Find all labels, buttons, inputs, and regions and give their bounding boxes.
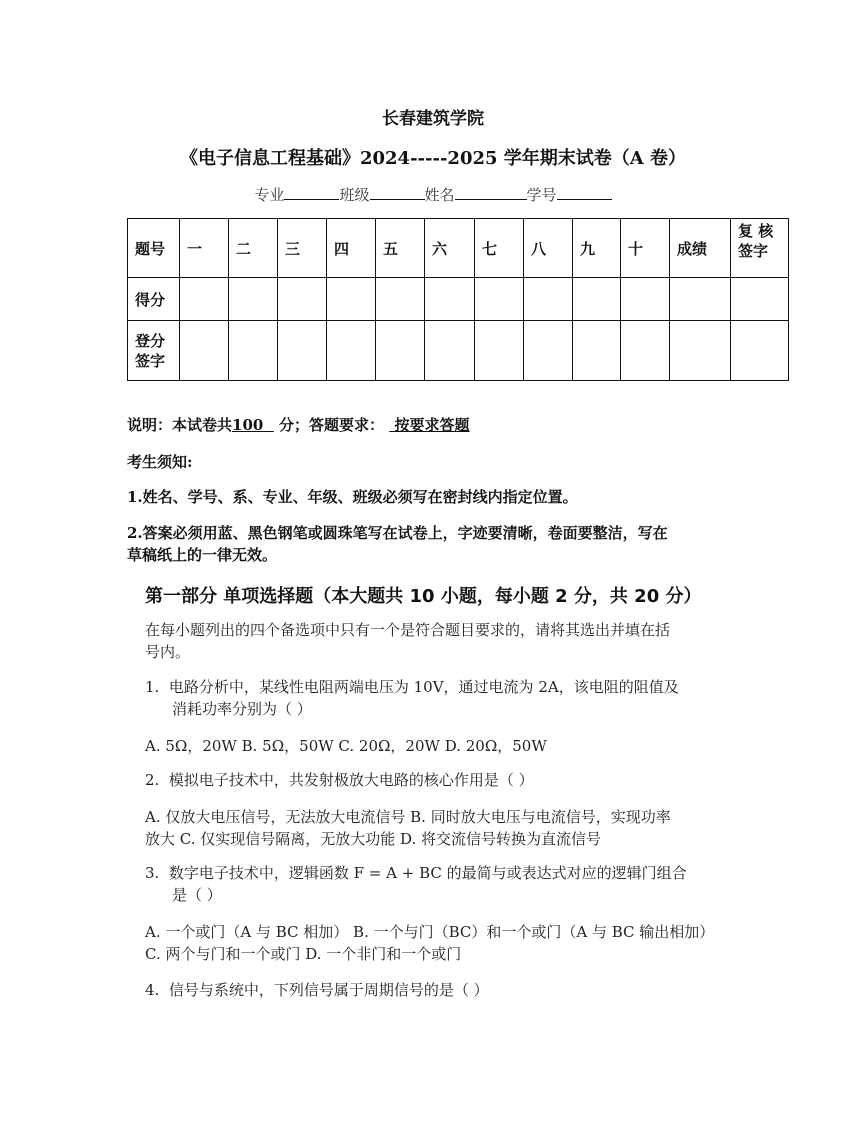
header-cell: 七 [475,219,524,278]
note-mid: 分；答题要求： [279,416,385,434]
answer-requirement: 按要求答题 [394,416,470,434]
question-1 [145,676,679,698]
field-id-blank[interactable] [557,183,612,200]
header-cell: 四 [327,219,376,278]
score-cell[interactable] [573,278,621,321]
signature-cell[interactable] [475,321,524,381]
signature-cell[interactable] [180,321,229,381]
notice-item-2b: 草稿纸上的一律无效。 [127,546,278,564]
header-cell: 成绩 [670,219,731,278]
field-class-label: 班级 [339,186,370,204]
section-desc: 在每小题列出的四个备选项中只有一个是符合题目要求的，请将其选出并填在括 [145,621,671,639]
question-options-cont: C. 两个与门和一个或门 D. 一个非门和一个或门 [145,945,462,963]
score-cell[interactable] [475,278,524,321]
field-name-label: 姓名 [424,186,455,204]
question-number: 2. [145,771,160,789]
question-3 [145,862,687,884]
score-cell[interactable] [731,278,789,321]
header-cell: 六 [425,219,475,278]
header-cell: 十 [621,219,670,278]
question-options: A. 仅放大电压信号，无法放大电流信号 B. 同时放大电压与电流信号，实现功率 [145,808,671,826]
score-cell[interactable] [229,278,278,321]
signature-cell[interactable] [621,321,670,381]
school-name: 长春建筑学院 [382,109,484,129]
signature-cell[interactable] [229,321,278,381]
header-cell: 复 核 签字 [731,219,789,278]
signature-cell[interactable] [376,321,425,381]
question-options: A. 5Ω，20W B. 5Ω，50W C. 20Ω，20W D. 20Ω，50W [145,737,547,755]
score-table-header-row [128,219,789,278]
signature-cell[interactable] [731,321,789,381]
question-text-cont: 是（ ） [172,886,222,904]
header-cell: 二 [229,219,278,278]
field-major-label: 专业 [254,186,285,204]
header-cell: 八 [524,219,573,278]
field-name-blank[interactable] [455,183,527,200]
score-cell[interactable] [670,278,731,321]
section-title: 第一部分 单项选择题（本大题共 10 小题，每小题 2 分，共 20 分） [145,586,702,607]
question-options: A. 一个或门（A 与 BC 相加） B. 一个与门（BC）和一个或门（A 与 BC 输出相加） [145,923,715,941]
section-desc-cont: 号内。 [145,643,191,661]
score-cell[interactable] [524,278,573,321]
student-info-line [0,183,866,205]
note-prefix: 说明：本试卷共 [127,416,233,434]
signature-cell[interactable] [327,321,376,381]
field-id-label: 学号 [526,186,557,204]
score-row [128,278,789,321]
question-text: 信号与系统中，下列信号属于周期信号的是（ ） [168,981,489,999]
question-options-cont: 放大 C. 仅实现信号隔离，无放大功能 D. 将交流信号转换为直流信号 [145,830,602,848]
header-cell: 一 [180,219,229,278]
signature-cell[interactable] [425,321,475,381]
question-text: 模拟电子技术中，共发射极放大电路的核心作用是（ ） [168,771,534,789]
score-cell[interactable] [376,278,425,321]
signature-cell[interactable] [670,321,731,381]
score-cell[interactable] [278,278,327,321]
score-table [127,218,789,381]
signature-cell[interactable] [524,321,573,381]
field-major-blank[interactable] [284,183,339,200]
header-cell: 题号 [128,219,180,278]
header-cell: 五 [376,219,425,278]
score-cell[interactable] [327,278,376,321]
question-text-cont: 消耗功率分别为（ ） [172,700,312,718]
field-class-blank[interactable] [370,183,425,200]
header-cell: 三 [278,219,327,278]
signature-cell[interactable] [573,321,621,381]
question-number: 4. [145,981,160,999]
signature-cell[interactable] [278,321,327,381]
notice-item-1: 1.姓名、学号、系、专业、年级、班级必须写在密封线内指定位置。 [127,488,578,506]
header-cell: 九 [573,219,621,278]
signature-row [128,321,789,381]
question-4 [145,979,489,1001]
row-label: 登分 签字 [128,321,180,381]
notice-item-2a: 2.答案必须用蓝、黑色钢笔或圆珠笔写在试卷上，字迹要清晰，卷面要整洁，写在 [127,524,668,542]
notice-title: 考生须知: [127,453,193,471]
question-2 [145,769,534,791]
score-cell[interactable] [425,278,475,321]
exam-note [127,414,470,436]
score-cell[interactable] [621,278,670,321]
question-number: 3. [145,864,160,882]
exam-title: 《电子信息工程基础》2024-----2025 学年期末试卷（A 卷） [179,148,687,169]
score-cell[interactable] [180,278,229,321]
row-label: 得分 [128,278,180,321]
total-score: 100 [232,416,264,434]
question-text: 电路分析中，某线性电阻两端电压为 10V，通过电流为 2A，该电阻的阻值及 [168,678,679,696]
question-text: 数字电子技术中，逻辑函数 F = A + BC 的最简与或表达式对应的逻辑门组合 [168,864,687,882]
question-number: 1. [145,678,160,696]
